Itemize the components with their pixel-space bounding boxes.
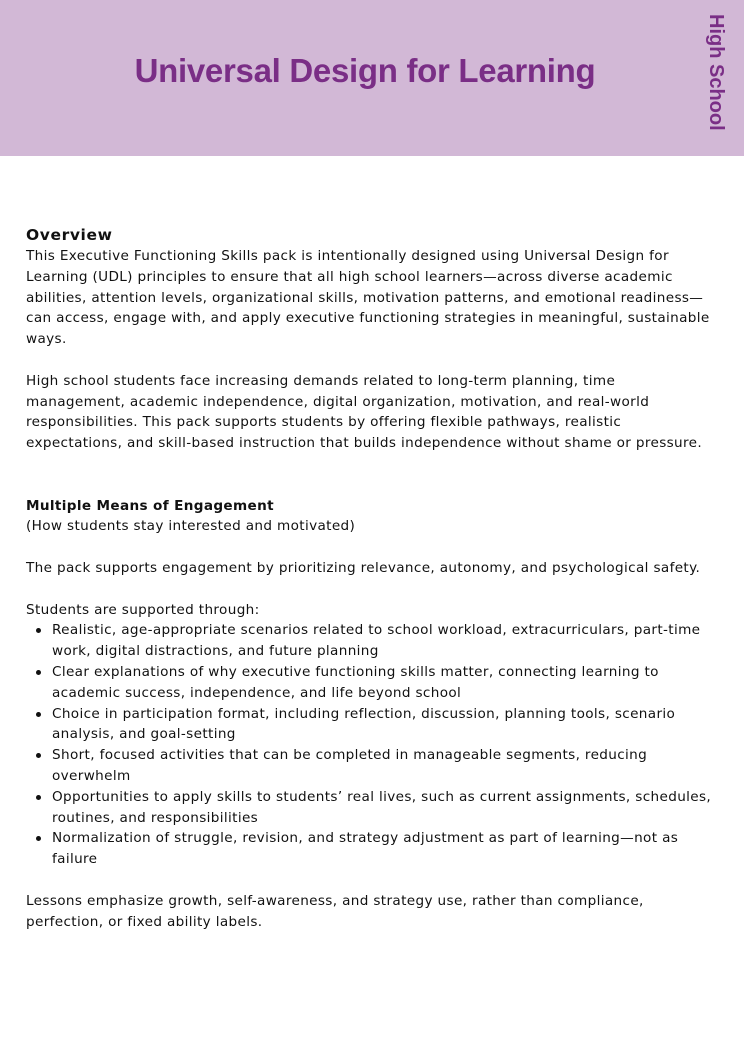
list-item: Short, focused activities that can be completed in manageable segments, reducing overwhelm [26,745,718,787]
overview-paragraph-2: High school students face increasing demands related to long-term planning, time management, academic independence, digital organization, motivation, and real-world responsibilities. This pack supports students by offering flexible pathways, realistic expectations, and skill-based instruction that builds independence without shame or pressure. [26,372,703,452]
list-item: Choice in participation format, including reflection, discussion, planning tools, scenario analysis, and goal-setting [26,704,718,746]
overview-paragraph-1: This Executive Functioning Skills pack is intentionally designed using Universal Design for Learning (UDL) principles to ensure that all high school learners—across diverse academic abilities, attention levels, organizational skills, motivation patterns, and emotional readiness—can access, engage with, and apply executive functioning strategies in meaningful, sustainable ways. [26,248,710,348]
page-title: Universal Design for Learning [134,52,596,89]
list-item: Clear explanations of why executive functioning skills matter, connecting learning to academic success, independence, and life beyond school [26,662,718,704]
engagement-intro: The pack supports engagement by prioritizing relevance, autonomy, and psychological safety. [26,559,701,576]
overview-heading: Overview [26,226,113,244]
engagement-closing: Lessons emphasize growth, self-awareness, and strategy use, rather than compliance, perfection, or fixed ability labels. [26,892,644,930]
document-body [26,224,718,932]
engagement-subtitle: (How students stay interested and motivated) [26,518,356,535]
list-item: Normalization of struggle, revision, and strategy adjustment as part of learning—not as failure [26,828,718,870]
list-item: Realistic, age-appropriate scenarios related to school workload, extracurriculars, part-time work, digital distractions, and future planning [26,620,718,662]
list-item: Opportunities to apply skills to students’ real lives, such as current assignments, schedules, routines, and responsibilities [26,787,718,829]
engagement-bullet-list [26,620,718,870]
section-spacer [26,475,718,496]
grade-level-label: High School [705,14,727,131]
header-banner [0,0,744,156]
engagement-list-lead: Students are supported through: [26,601,260,618]
engagement-heading: Multiple Means of Engagement [26,497,274,514]
